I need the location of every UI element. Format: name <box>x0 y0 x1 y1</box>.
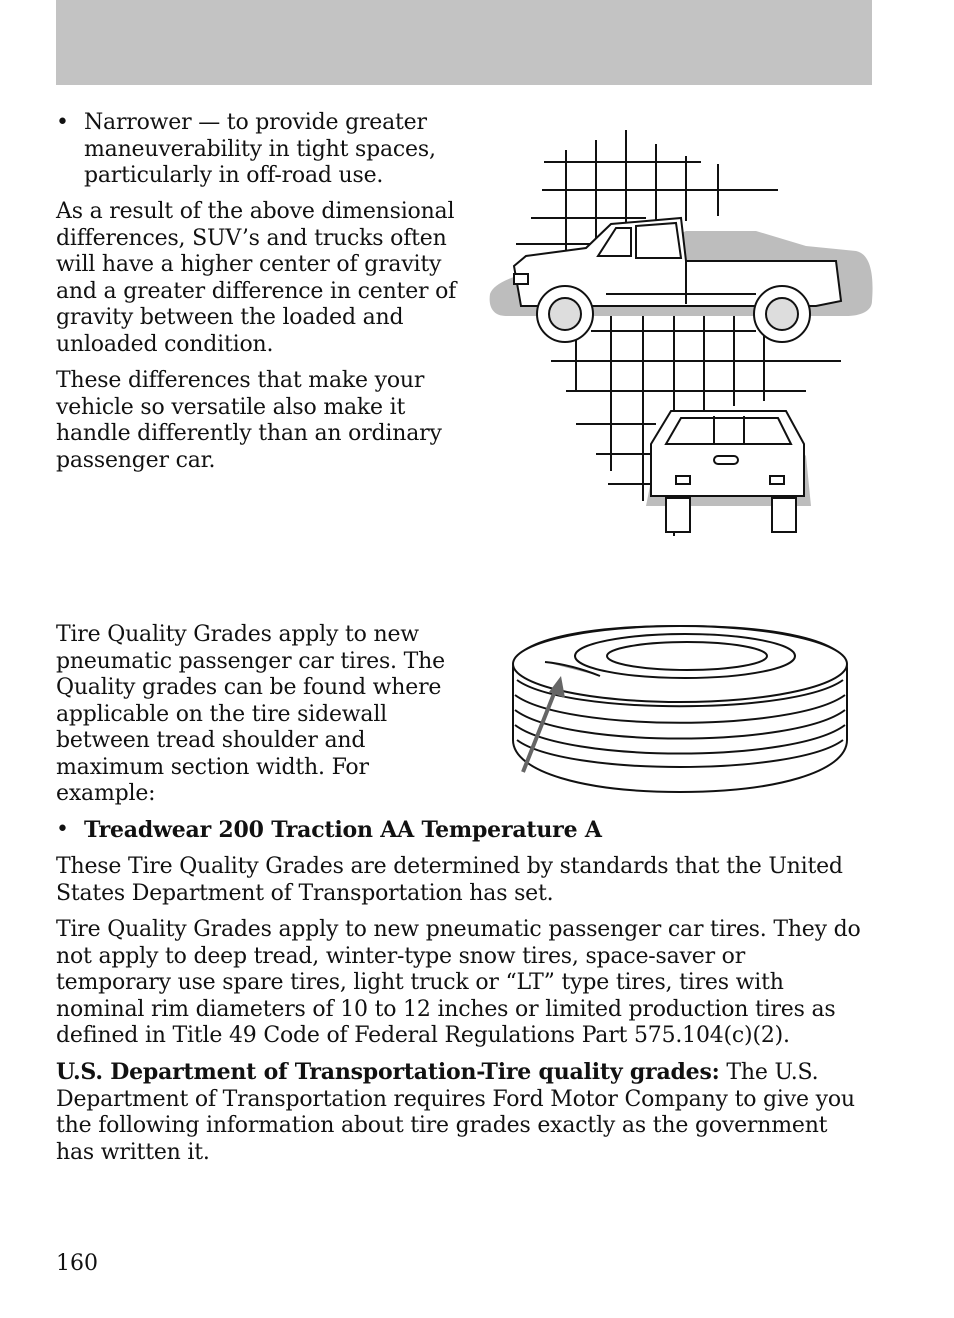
tire-icon <box>513 626 847 792</box>
tire-illustration <box>505 620 855 805</box>
bullet-marker: • <box>56 817 69 842</box>
paragraph-standards: These Tire Quality Grades are determined by standards that the United States Department of Transportation has set. <box>56 854 843 906</box>
truck-illustration <box>486 126 876 538</box>
paragraph-dot: U.S. Department of Transportation-Tire quality grades: The U.S. Department of Transportation requires Ford Motor Company to give you the following information about tire grades exactly as the government has written it. <box>56 1059 855 1165</box>
bullet-example: Treadwear 200 Traction AA Temperature A <box>84 817 602 843</box>
paragraph-intro: Tire Quality Grades apply to new pneumatic passenger car tires. The Quality grades can be found where applicable on the tire sidewall between tread shoulder and maximum section width. For example: <box>56 622 445 806</box>
bullet-narrower: Narrower — to provide greater maneuverability in tight spaces, particularly in off-road use. <box>84 110 436 188</box>
dot-heading: U.S. Department of Transportation-Tire quality grades: <box>56 1059 720 1085</box>
header-bar <box>56 0 872 85</box>
paragraph-result: As a result of the above dimensional differences, SUV’s and trucks often will have a higher center of gravity and a greater difference in center of gravity between the loaded and unloaded condition. <box>56 199 457 357</box>
paragraph-apply: Tire Quality Grades apply to new pneumatic passenger car tires. They do not apply to deep tread, winter-type snow tires, space-saver or temporary use spare tires, light truck or “LT” type tires, tires with nominal rim diameters of 10 to 12 inches or limited production tires as defined in Title 49 Code of Federal Regulations Part 575.104(c)(2). <box>56 917 861 1048</box>
page-number: 160 <box>56 1251 98 1276</box>
bullet-marker: • <box>56 110 69 135</box>
paragraph-differences: These differences that make your vehicle so versatile also make it handle differently than an ordinary passenger car. <box>56 368 442 473</box>
pickup-side-icon <box>514 218 841 342</box>
pickup-rear-icon <box>651 411 804 532</box>
